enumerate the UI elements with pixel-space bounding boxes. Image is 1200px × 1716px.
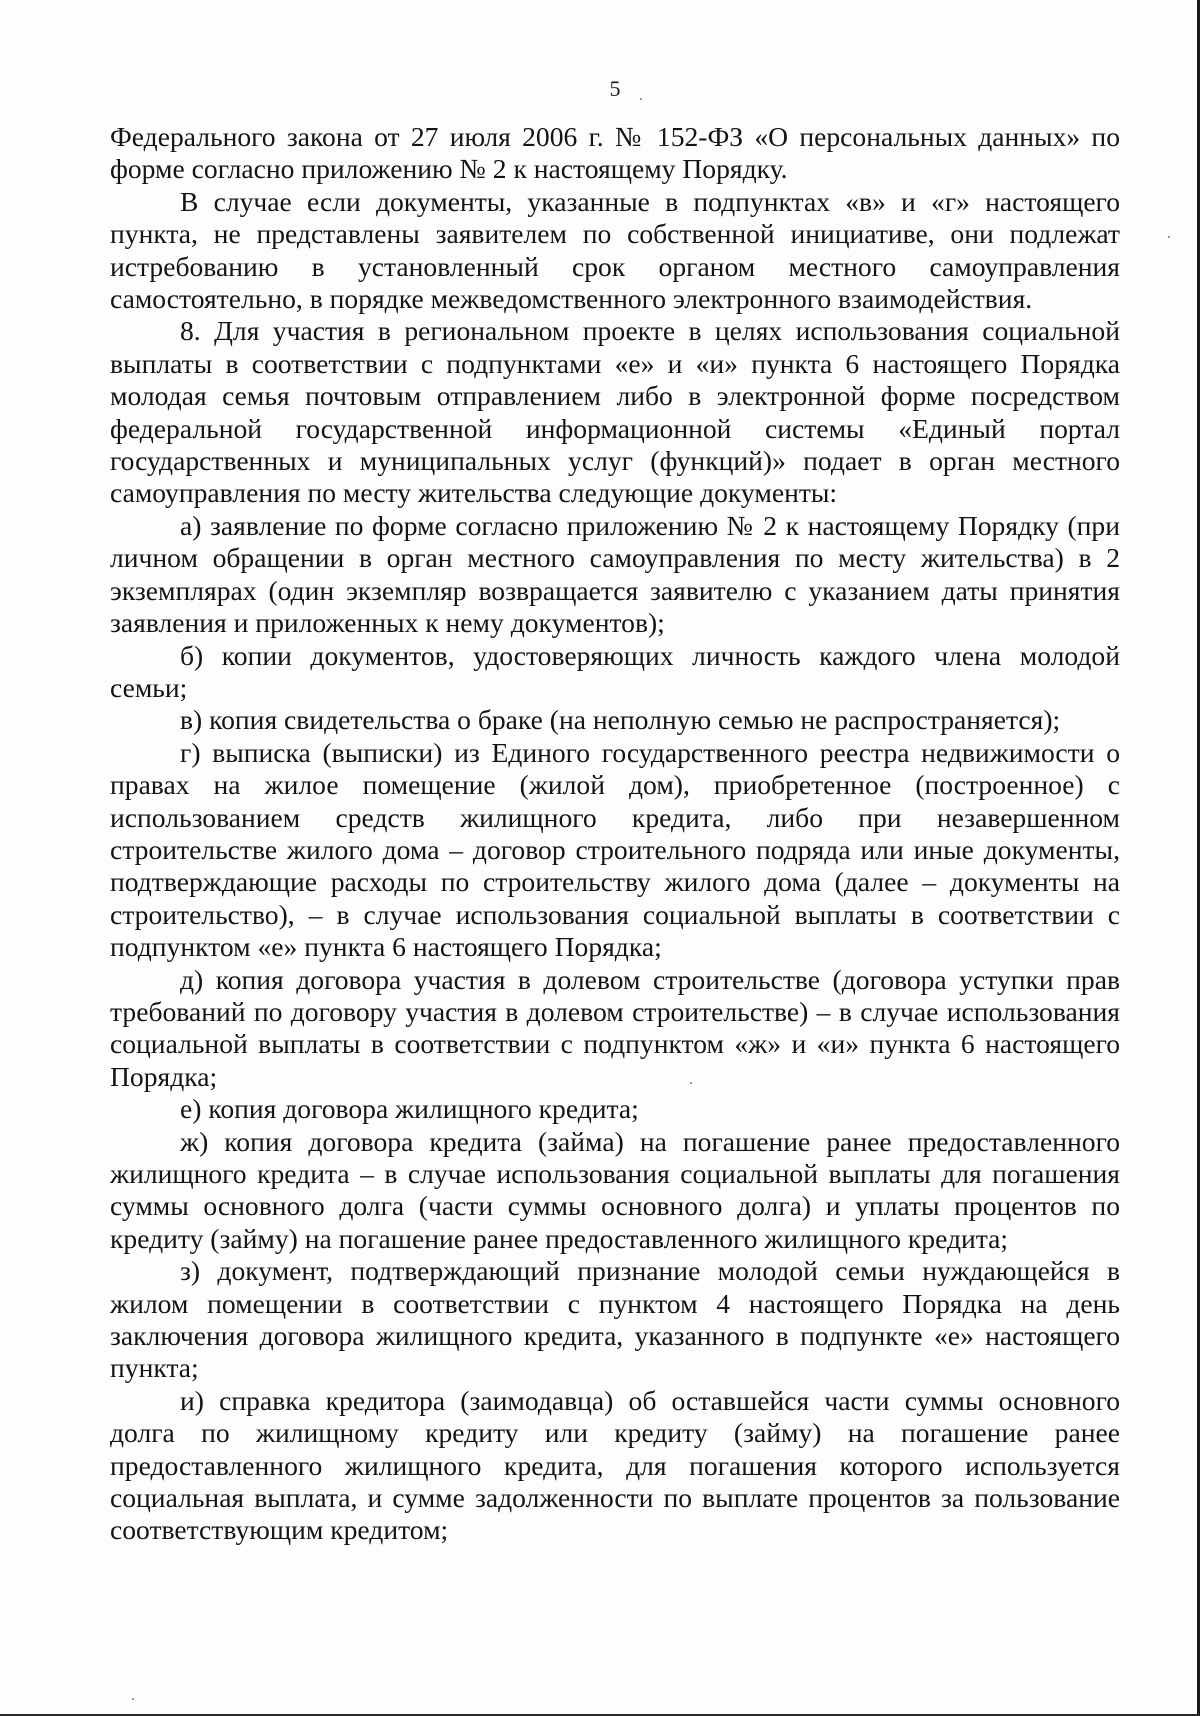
subitem-zh: ж) копия договора кредита (займа) на погашение ранее предоставленного жилищного кредита – в случае использования социальной выплаты для погашения суммы основного долга (части суммы основного долга) и уплаты процентов по кредиту (займу) на погашение ранее предоставленного жилищного кредита; [110, 1125, 1120, 1254]
scan-speck [690, 1082, 692, 1084]
subitem-d: д) копия договора участия в долевом строительстве (договора уступки прав требований по договору участия в долевом строительстве) – в случае использования социальной выплаты в соответствии с подпунктом «ж» и «и» пункта 6 настоящего Порядка; [110, 963, 1120, 1092]
subitem-b: б) копии документов, удостоверяющих личность каждого члена молодой семьи; [110, 639, 1120, 703]
paragraph-item-8: 8. Для участия в региональном проекте в целях использования социальной выплаты в соответствии с подпунктами «е» и «и» пункта 6 настоящего Порядка молодая семья почтовым отправлением либо в электронной форме посредством федеральной государственной информационной системы «Единый портал государственных и муниципальных услуг (функций)» подает в орган местного самоуправления по месту жительства следующие документы: [110, 315, 1120, 509]
scan-speck [132, 1698, 134, 1700]
scan-speck [1168, 236, 1170, 238]
subitem-e: е) копия договора жилищного кредита; [180, 1093, 639, 1125]
subitem-v: в) копия свидетельства о браке (на неполную семью не распространяется); [180, 704, 1061, 736]
page-number: 5 [609, 76, 621, 101]
document-body [110, 121, 1120, 1547]
subitem-i: и) справка кредитора (заимодавца) об оставшейся части суммы основного долга по жилищному кредиту или кредиту (займу) на погашение ранее предоставленного жилищного кредита, для погашения которого используется социальная выплата, и сумме задолженности по выплате процентов за пользование соответствующим кредитом; [110, 1384, 1120, 1546]
scan-speck [640, 98, 642, 100]
subitem-g: г) выписка (выписки) из Единого государственного реестра недвижимости о правах на жилое помещение (жилой дом), приобретенное (построенное) с использованием средств жилищного кредита, либо при незавершенном строительстве жилого дома – договор строительного подряда или иные документы, подтверждающие расходы по строительству жилого дома (далее – документы на строительство), – в случае использования социальной выплаты в соответствии с подпунктом «е» пункта 6 настоящего Порядка; [110, 736, 1120, 963]
paragraph-documents-request: В случае если документы, указанные в подпунктах «в» и «г» настоящего пункта, не представлены заявителем по собственной инициативе, они подлежат истребованию в установленный срок органом местного самоуправления самостоятельно, в порядке межведомственного электронного взаимодействия. [110, 185, 1120, 315]
subitem-a: а) заявление по форме согласно приложению № 2 к настоящему Порядку (при личном обращении в орган местного самоуправления по месту жительства) в 2 экземплярах (один экземпляр возвращается заявителю с указанием даты принятия заявления и приложенных к нему документов); [110, 509, 1120, 639]
subitem-z: з) документ, подтверждающий признание молодой семьи нуждающейся в жилом помещении в соответствии с пунктом 4 настоящего Порядка на день заключения договора жилищного кредита, указанного в подпункте «е» настоящего пункта; [110, 1255, 1120, 1384]
paragraph-continuation: Федерального закона от 27 июля 2006 г. № 152-ФЗ «О персональных данных» по форме согласно приложению № 2 к настоящему Порядку. [110, 121, 1120, 185]
